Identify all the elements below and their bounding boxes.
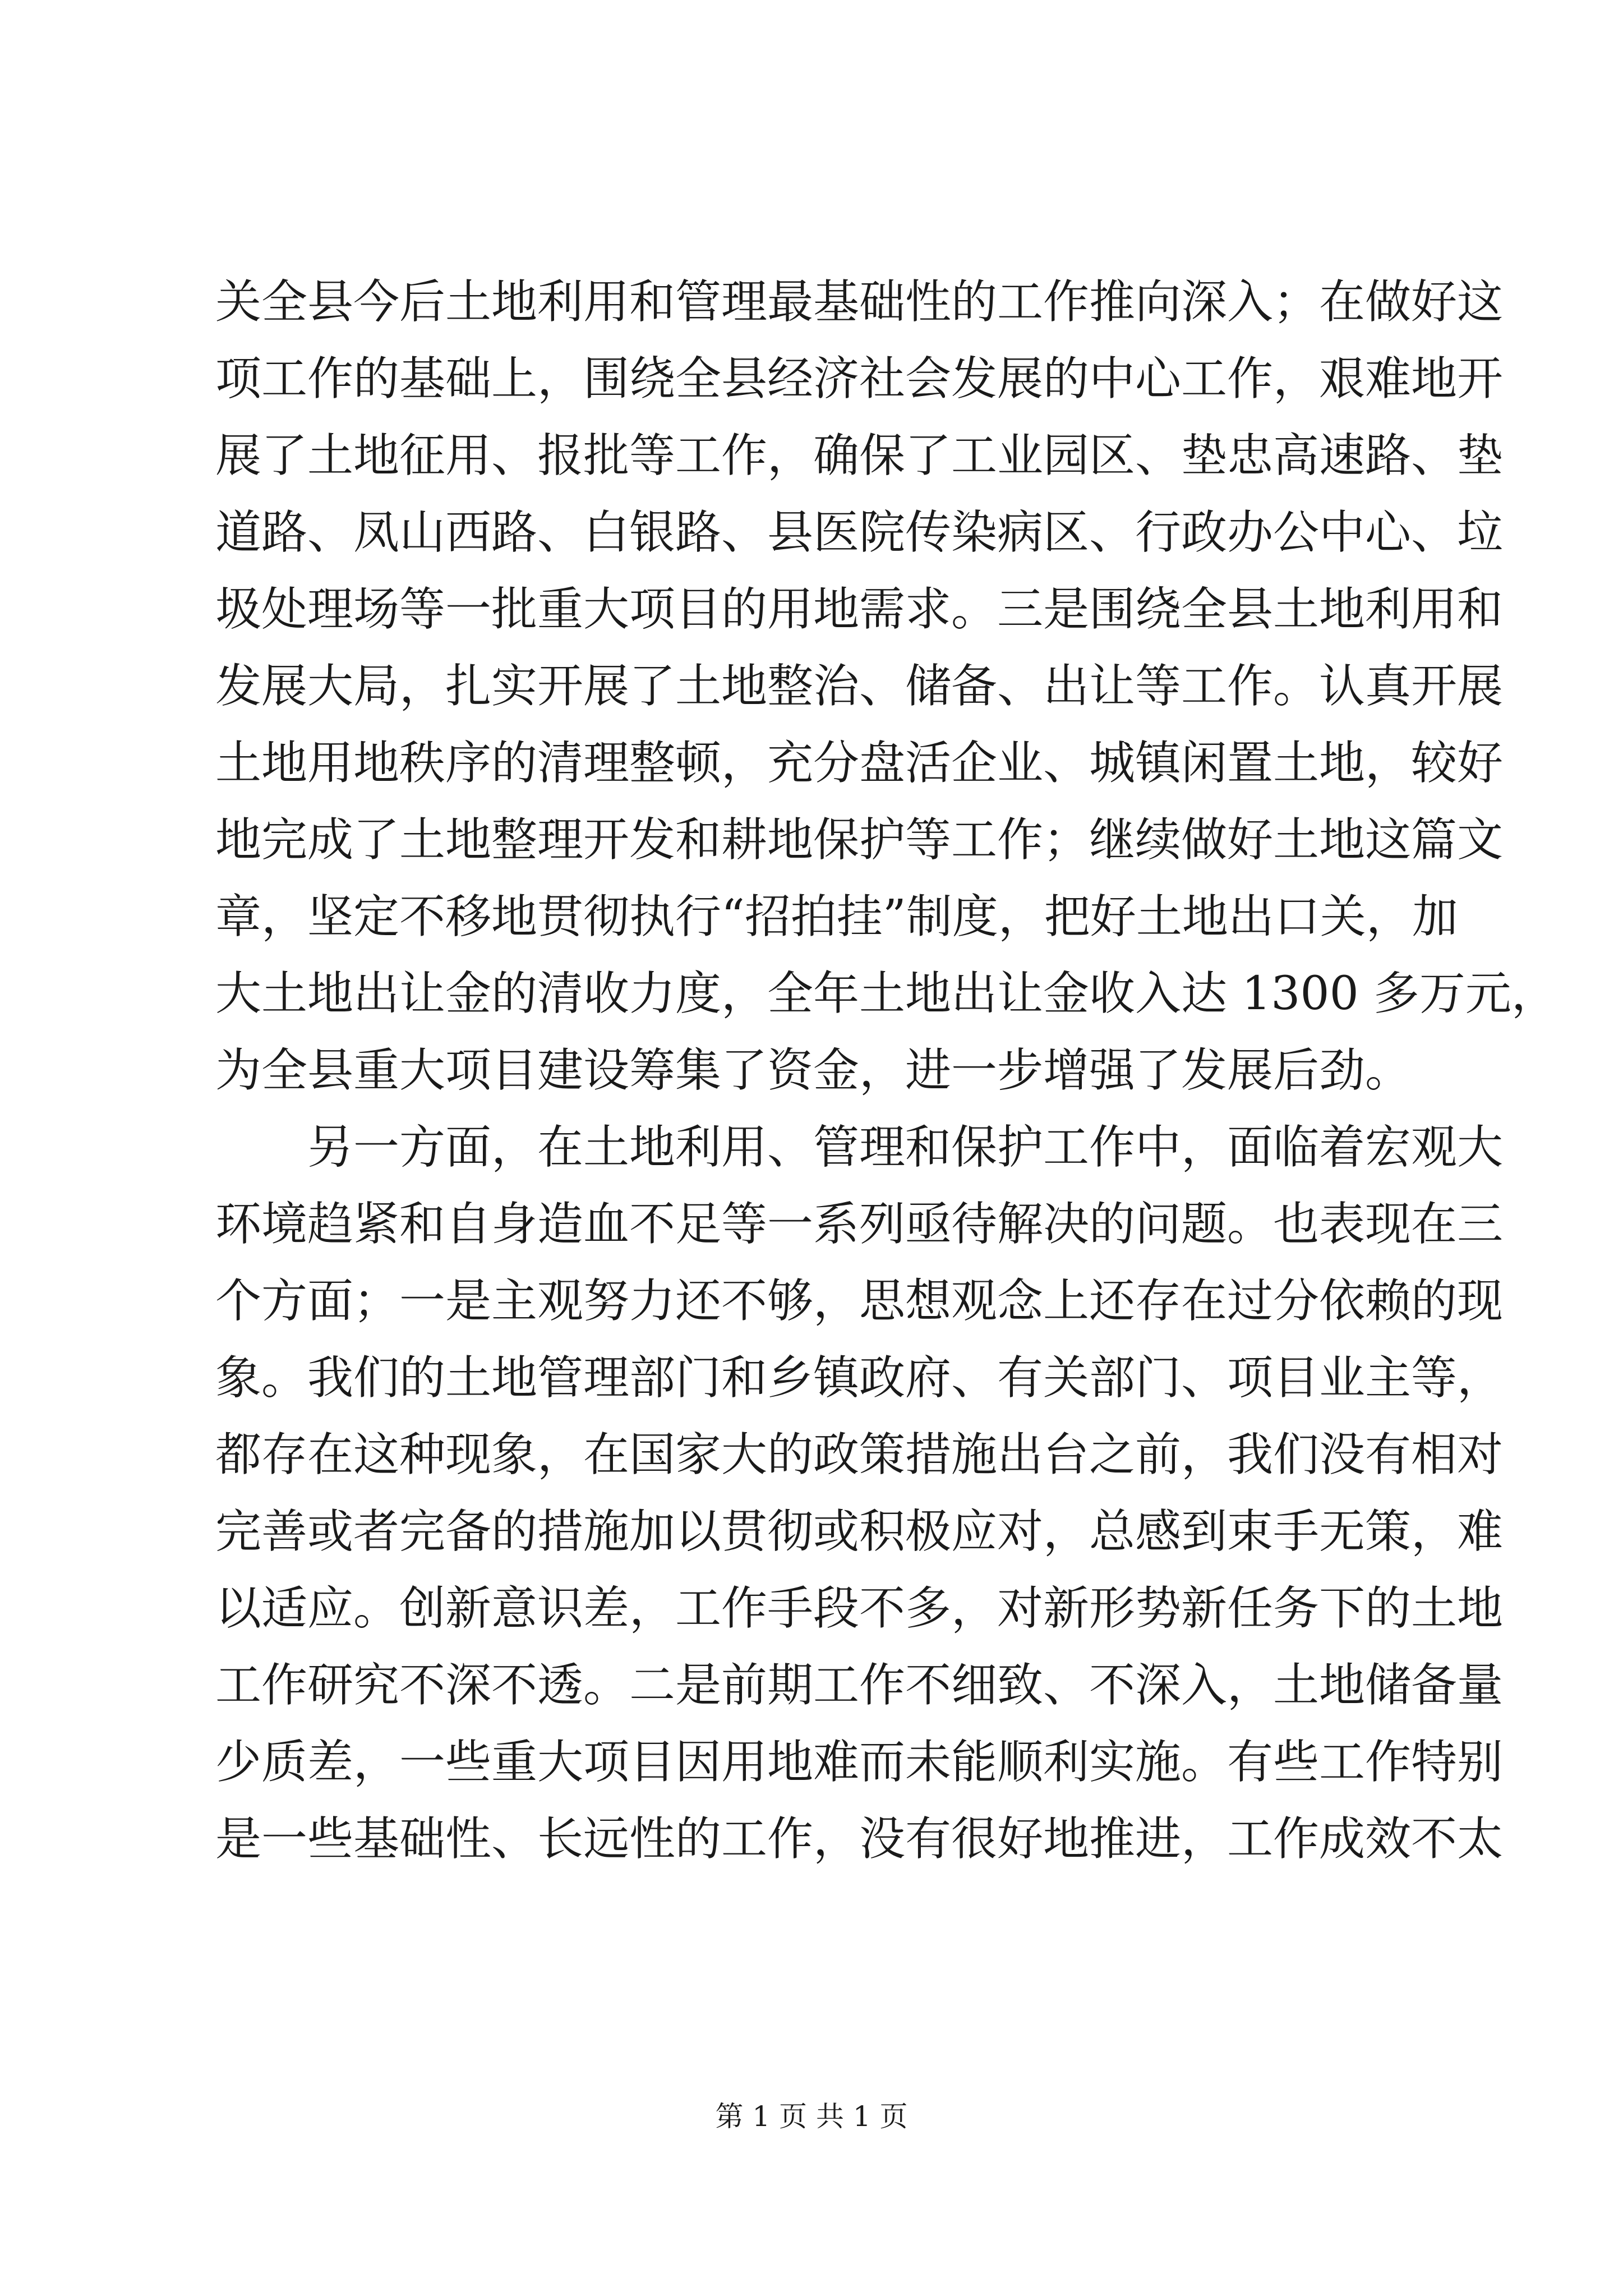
text-line-4: 道路、凤山西路、白银路、县医院传染病区、行政办公中心、垃 (215, 506, 1504, 559)
text-line-21: 是一些基础性、长远性的工作，没有很好地推进，工作成效不太 (215, 1812, 1504, 1866)
body-text (215, 264, 1557, 1878)
text-line-18: 以适应。创新意识差，工作手段不多，对新形势新任务下的土地 (215, 1582, 1504, 1635)
text-line-15: 象。我们的土地管理部门和乡镇政府、有关部门、项目业主等， (215, 1351, 1504, 1405)
text-line-1: 关全县今后土地利用和管理最基础性的工作推向深入；在做好这 (215, 275, 1504, 329)
text-line-14: 个方面；一是主观努力还不够，思想观念上还存在过分依赖的现 (215, 1274, 1504, 1328)
text-line-10: 大土地出让金的清收力度，全年土地出让金收入达 1300 多万元， (215, 967, 1557, 1020)
text-line-7: 土地用地秩序的清理整顿，充分盘活企业、城镇闲置土地，较好 (215, 737, 1504, 790)
page-footer: 第 1 页 共 1 页 (715, 2100, 908, 2133)
text-line-19: 工作研究不深不透。二是前期工作不细致、不深入，土地储备量 (215, 1659, 1504, 1712)
text-line-12: 另一方面，在土地利用、管理和保护工作中，面临着宏观大 (215, 1121, 1504, 1174)
text-line-16: 都存在这种现象，在国家大的政策措施出台之前，我们没有相对 (215, 1428, 1504, 1481)
text-line-3: 展了土地征用、报批等工作，确保了工业园区、垫忠高速路、垫 (215, 429, 1504, 482)
text-line-9: 章，坚定不移地贯彻执行“招拍挂”制度，把好土地出口关，加 (215, 890, 1458, 944)
text-line-8: 地完成了土地整理开发和耕地保护等工作；继续做好土地这篇文 (215, 813, 1504, 867)
text-line-5: 圾处理场等一批重大项目的用地需求。三是围绕全县土地利用和 (215, 583, 1504, 636)
text-line-11: 为全县重大项目建设筹集了资金，进一步增强了发展后劲。 (215, 1044, 1412, 1097)
text-line-17: 完善或者完备的措施加以贯彻或积极应对，总感到束手无策，难 (215, 1505, 1504, 1558)
text-line-13: 环境趋紧和自身造血不足等一系列亟待解决的问题。也表现在三 (215, 1198, 1504, 1251)
text-line-20: 少质差，一些重大项目因用地难而未能顺利实施。有些工作特别 (215, 1736, 1504, 1789)
text-line-6: 发展大局，扎实开展了土地整治、储备、出让等工作。认真开展 (215, 660, 1504, 713)
text-line-2: 项工作的基础上，围绕全县经济社会发展的中心工作，艰难地开 (215, 352, 1504, 406)
